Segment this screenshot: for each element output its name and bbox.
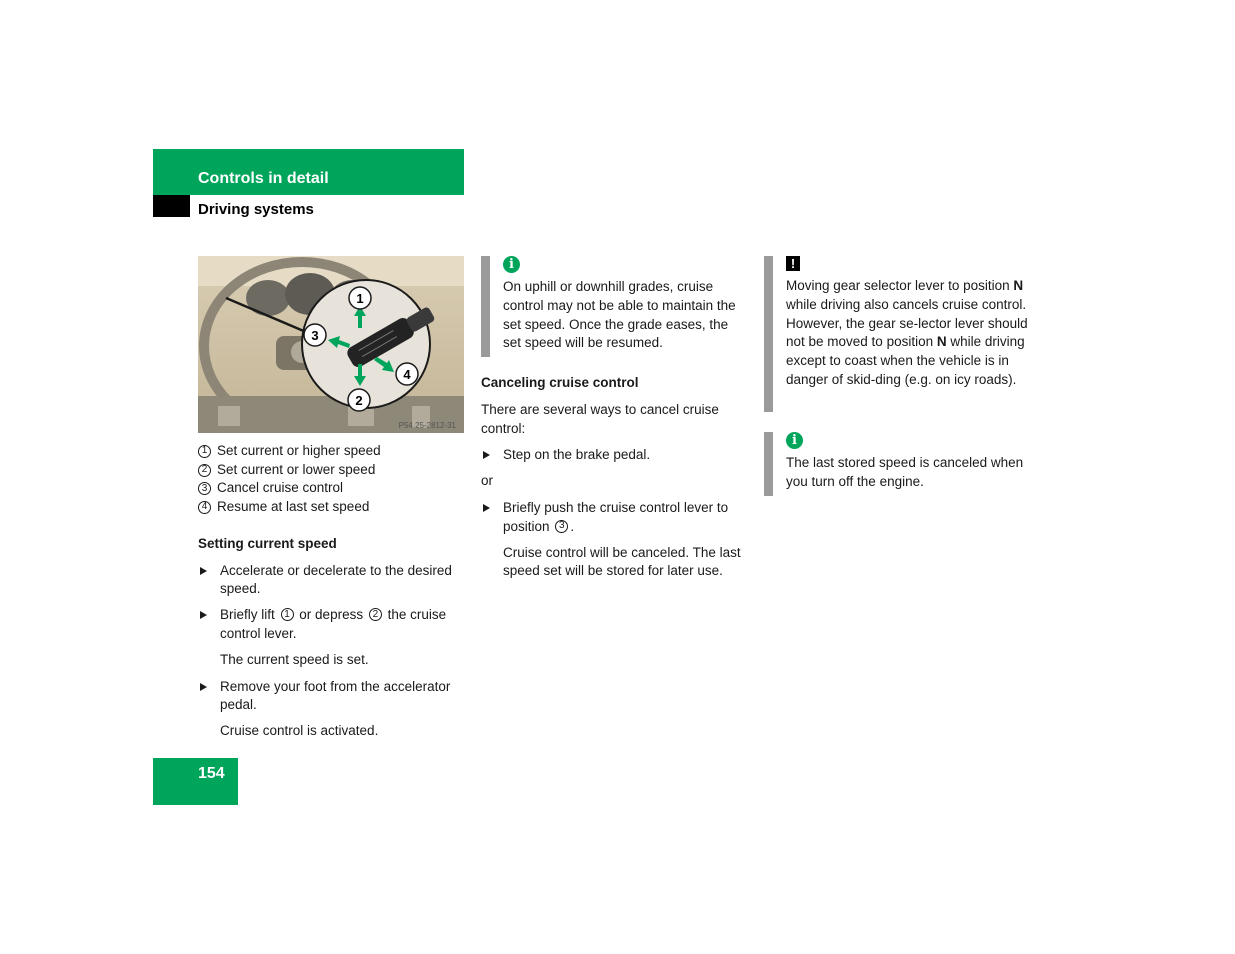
callout-4: 4 (403, 367, 411, 382)
instruction-result: Cruise control will be canceled. The last speed set will be stored for later use. (503, 544, 741, 579)
instruction-result: Cruise control is activated. (220, 723, 379, 739)
or-separator: or (481, 473, 494, 489)
section-title: Controls in detail (198, 170, 329, 187)
info-note-text: The last stored speed is canceled when you turn off the engine. (786, 455, 1024, 489)
legend-item: 1 Set current or higher speed (198, 442, 466, 461)
warning-note (764, 256, 1034, 412)
info-icon: i (786, 432, 803, 449)
legend-item: 4 Resume at last set speed (198, 498, 466, 517)
page-number-box (153, 758, 238, 805)
subsection-marker (153, 195, 190, 217)
legend-item: 3 Cancel cruise control (198, 479, 466, 498)
info-icon: i (503, 256, 520, 273)
setting-speed-heading: Setting current speed (198, 535, 337, 551)
callout-2: 2 (355, 393, 363, 408)
subsection-title: Driving systems (198, 201, 314, 218)
figure-legend (198, 442, 466, 517)
cruise-control-lever-illustration (198, 256, 464, 433)
canceling-heading: Canceling cruise control (481, 375, 639, 390)
figure-code: P54.25-2812-31 (398, 421, 456, 430)
info-note-text: On uphill or downhill grades, cruise control may not be able to maintain the set speed. Once the grade eases, the set speed will be resumed. (503, 279, 736, 351)
instruction-step: Briefly push the cruise control lever to position 3 . (481, 499, 749, 537)
callout-3: 3 (311, 328, 319, 343)
column-left (198, 442, 466, 741)
column-middle (481, 374, 749, 581)
legend-item: 2 Set current or lower speed (198, 461, 466, 480)
instruction-step: Accelerate or decelerate to the desired speed. (198, 562, 466, 600)
illustration-graphic (198, 256, 464, 433)
instruction-step: Remove your foot from the accelerator pedal. (198, 678, 466, 716)
note-bar (481, 256, 490, 357)
warning-note-text: Moving gear selector lever to position N while driving also cancels cruise control. However, the gear se-lector lever should not be moved to position N while driving except to coast when the vehicle is in danger of skid-ding (e.g. on icy roads). (786, 278, 1028, 387)
info-note (764, 432, 1034, 496)
warning-icon: ! (786, 256, 800, 271)
callout-1: 1 (356, 291, 364, 306)
note-bar (764, 432, 773, 496)
canceling-intro: There are several ways to cancel cruise control: (481, 401, 719, 436)
note-bar (764, 256, 773, 412)
page-number: 154 (198, 765, 225, 782)
info-note (481, 256, 749, 357)
instruction-result: The current speed is set. (220, 651, 369, 667)
instruction-step: Briefly lift 1 or depress 2 the cruise control lever. (198, 606, 466, 644)
instruction-step: Step on the brake pedal. (481, 446, 749, 465)
